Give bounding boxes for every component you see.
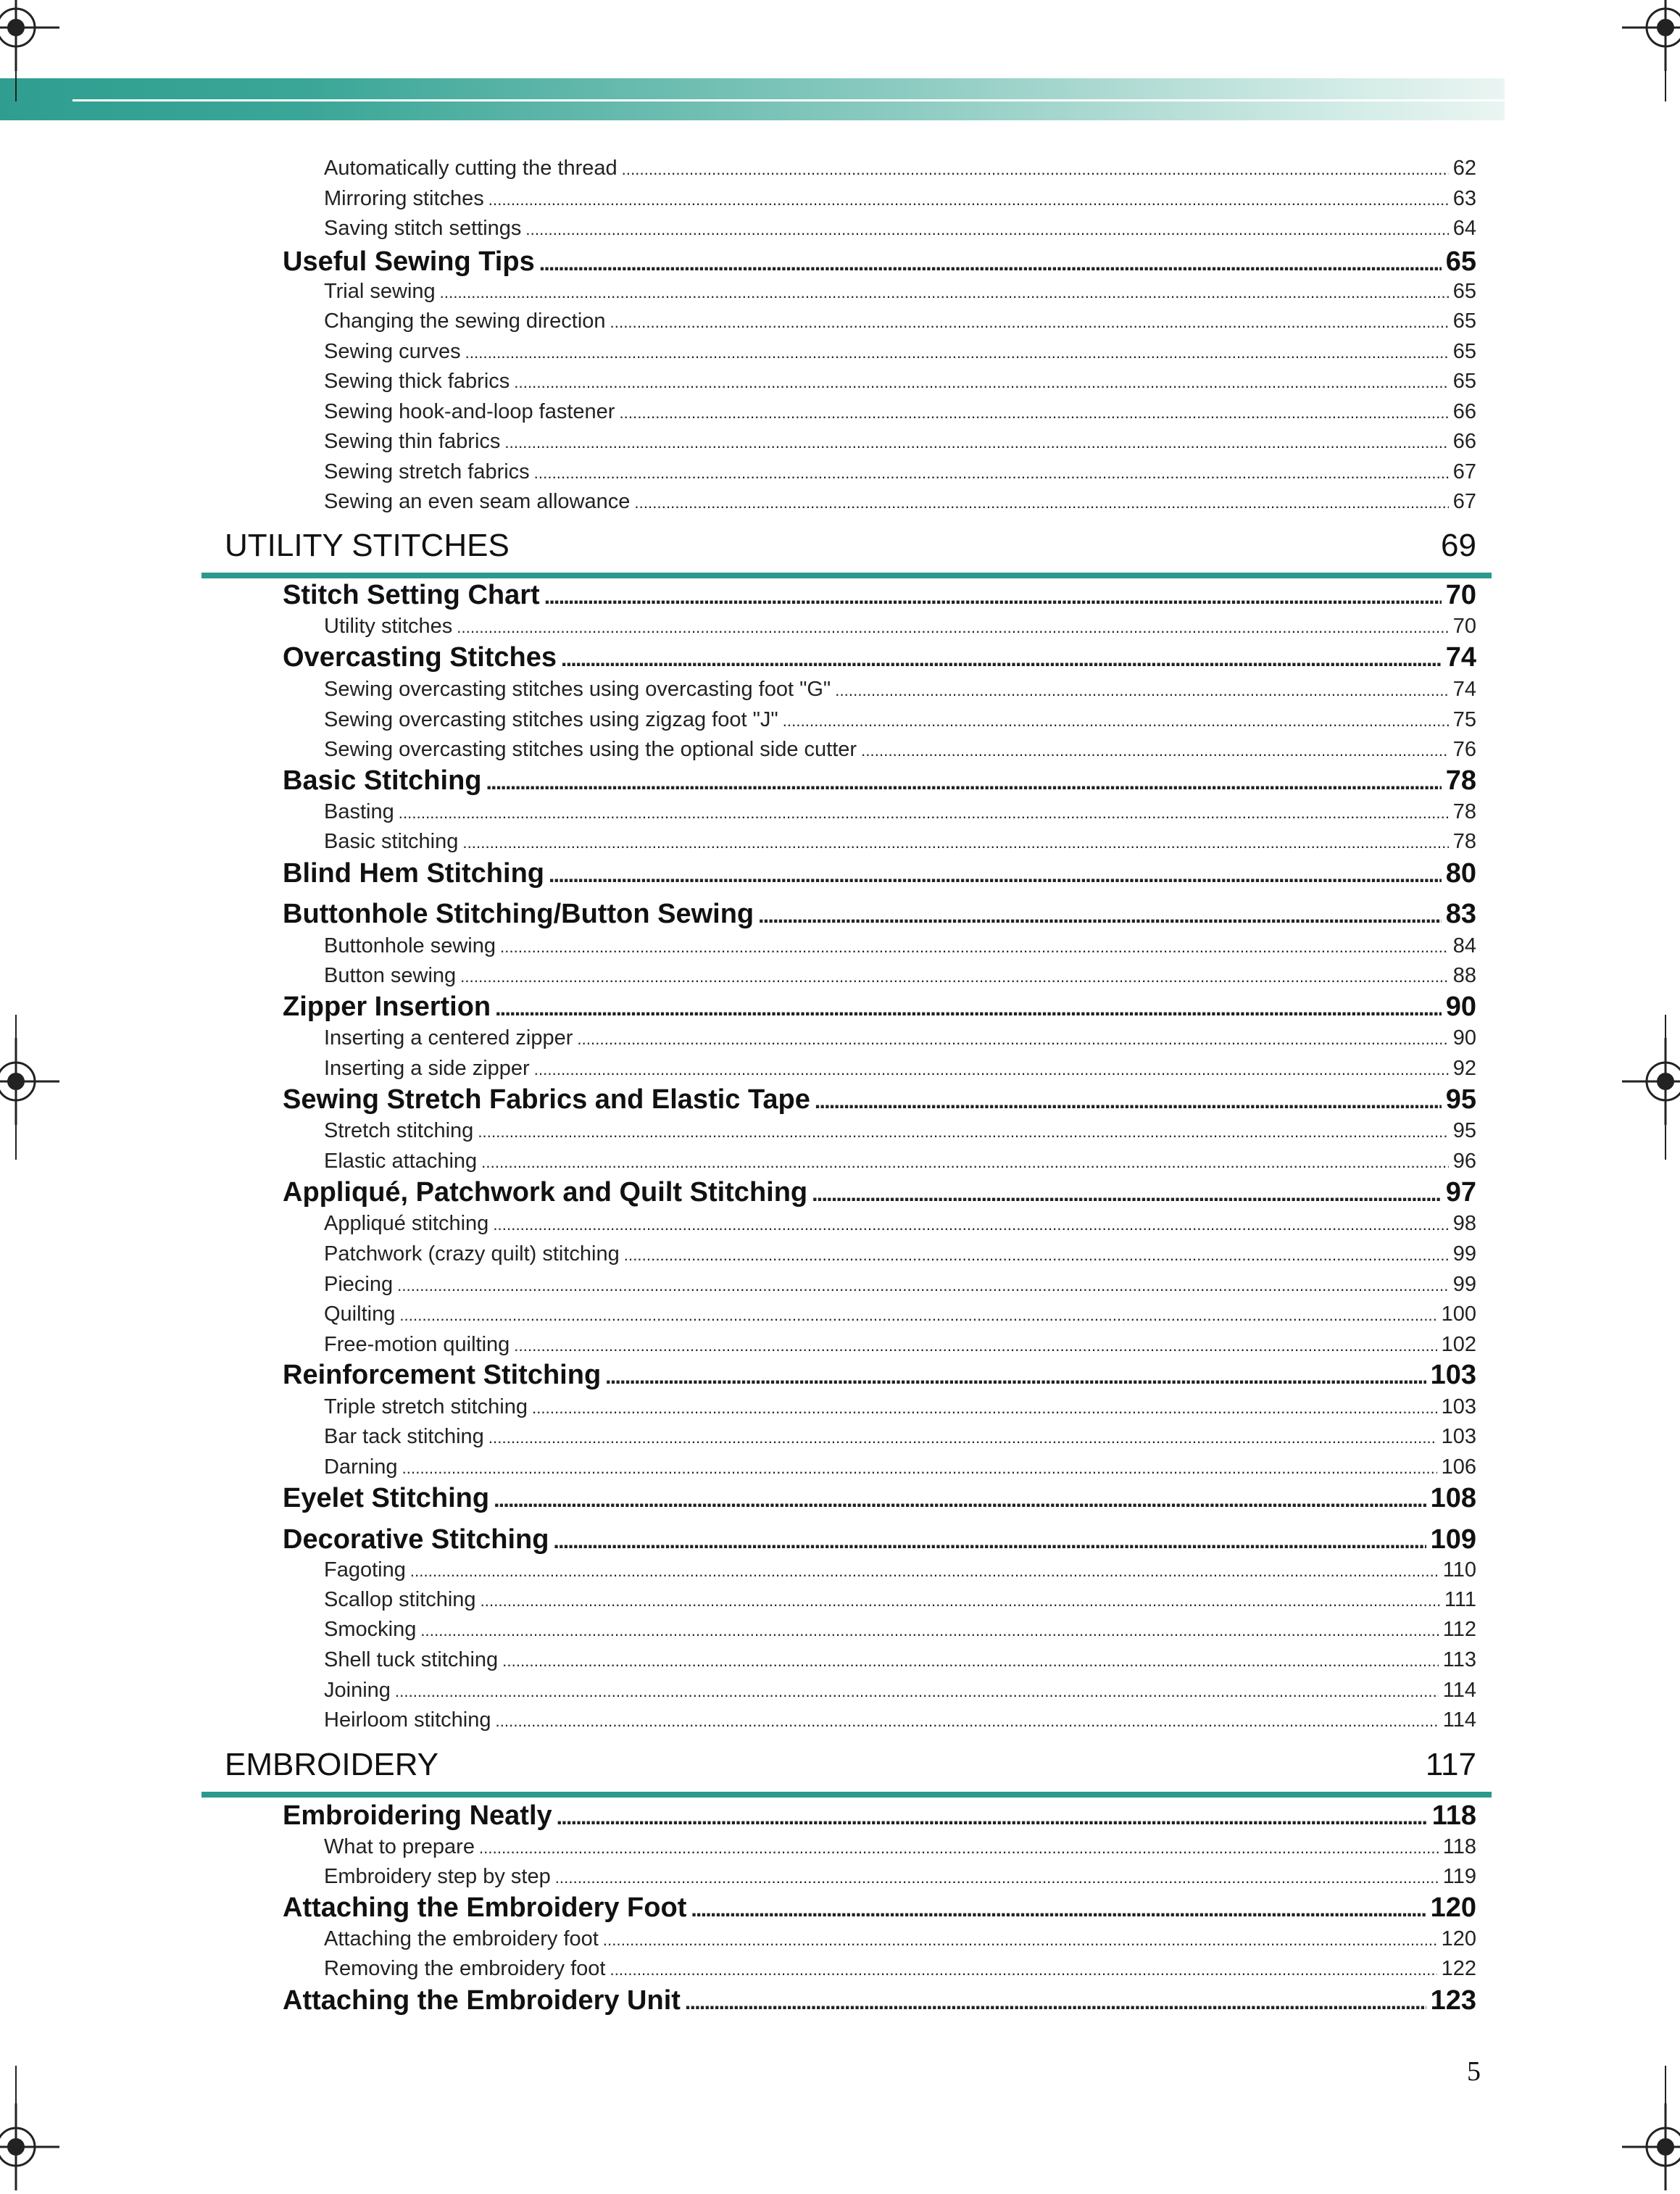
entry-title: Patchwork (crazy quilt) stitching — [324, 1242, 620, 1266]
toc-section-entry[interactable] — [283, 858, 1476, 889]
chapter-page: 69 — [1441, 528, 1476, 563]
toc-subsection-entry[interactable] — [324, 1679, 1476, 1703]
entry-page: 84 — [1452, 934, 1476, 957]
dot-leader — [488, 1429, 1437, 1447]
dot-leader — [544, 585, 1442, 610]
toc-subsection-entry[interactable] — [324, 370, 1476, 394]
toc-subsection-entry[interactable] — [324, 1119, 1476, 1143]
dot-leader — [622, 160, 1449, 179]
entry-title: Utility stitches — [324, 615, 453, 638]
entry-title: Basting — [324, 800, 394, 823]
entry-title: Sewing overcasting stitches using overcasting foot "G" — [324, 678, 831, 701]
entry-page: 65 — [1452, 280, 1476, 303]
toc-subsection-entry[interactable] — [324, 1395, 1476, 1419]
entry-title: What to prepare — [324, 1835, 475, 1858]
entry-title: Automatically cutting the thread — [324, 157, 617, 180]
entry-title: Joining — [324, 1679, 391, 1702]
entry-title: Sewing thick fabrics — [324, 370, 510, 393]
toc-subsection-entry[interactable] — [324, 157, 1476, 180]
entry-title: Blind Hem Stitching — [283, 858, 544, 889]
entry-title: Useful Sewing Tips — [283, 246, 535, 277]
dot-leader — [478, 1123, 1448, 1142]
dot-leader — [691, 1898, 1426, 1922]
dot-leader — [624, 1246, 1449, 1265]
toc-subsection-entry[interactable] — [324, 1212, 1476, 1236]
toc-section-entry[interactable] — [283, 899, 1476, 930]
toc-subsection-entry[interactable] — [324, 1425, 1476, 1449]
entry-title: Appliqué stitching — [324, 1212, 489, 1235]
entry-page: 90 — [1445, 992, 1476, 1022]
toc-subsection-entry[interactable] — [324, 1648, 1476, 1672]
entry-page: 95 — [1452, 1119, 1476, 1142]
entry-page: 74 — [1452, 678, 1476, 701]
entry-title: Mirroring stitches — [324, 187, 484, 210]
dot-leader — [783, 712, 1449, 731]
entry-page: 95 — [1445, 1084, 1476, 1115]
entry-page: 103 — [1441, 1425, 1476, 1448]
dot-leader — [488, 191, 1449, 209]
toc-subsection-entry[interactable] — [324, 187, 1476, 211]
toc-section-entry[interactable] — [283, 1524, 1476, 1555]
entry-title: Sewing thin fabrics — [324, 430, 501, 453]
dot-leader — [619, 404, 1448, 423]
toc-subsection-entry[interactable] — [324, 490, 1476, 514]
entry-page: 111 — [1444, 1588, 1476, 1611]
toc-subsection-entry[interactable] — [324, 309, 1476, 333]
chapter-rule — [201, 573, 1492, 578]
entry-title: Inserting a centered zipper — [324, 1026, 573, 1050]
entry-page: 88 — [1452, 964, 1476, 987]
dot-leader — [462, 834, 1448, 852]
entry-title: Trial sewing — [324, 280, 436, 303]
entry-title: Sewing Stretch Fabrics and Elastic Tape — [283, 1084, 810, 1115]
entry-page: 78 — [1452, 830, 1476, 853]
toc-subsection-entry[interactable] — [324, 1333, 1476, 1357]
dot-leader — [504, 433, 1448, 452]
entry-page: 63 — [1452, 187, 1476, 210]
entry-page: 64 — [1452, 217, 1476, 240]
entry-title: Saving stitch settings — [324, 217, 522, 240]
toc-section-entry[interactable] — [283, 642, 1476, 673]
toc-subsection-entry[interactable] — [324, 830, 1476, 854]
toc-subsection-entry[interactable] — [324, 460, 1476, 484]
entry-title: Attaching the Embroidery Unit — [283, 1985, 681, 2016]
toc-section-entry[interactable] — [283, 1985, 1476, 2016]
toc-section-entry[interactable] — [283, 1800, 1476, 1832]
toc-subsection-entry[interactable] — [324, 1455, 1476, 1479]
entry-page: 65 — [1452, 370, 1476, 393]
toc-section-entry[interactable] — [283, 1360, 1476, 1391]
dot-leader — [460, 968, 1449, 986]
dot-leader — [685, 1990, 1426, 2015]
entry-page: 120 — [1441, 1927, 1476, 1950]
entry-page: 62 — [1452, 157, 1476, 180]
toc-subsection-entry[interactable] — [324, 217, 1476, 241]
dot-leader — [610, 1961, 1436, 1979]
entry-title: Eyelet Stitching — [283, 1483, 490, 1513]
entry-page: 103 — [1441, 1395, 1476, 1418]
toc-subsection-entry[interactable] — [324, 430, 1476, 454]
dot-leader — [397, 1276, 1449, 1295]
toc-subsection-entry[interactable] — [324, 1927, 1476, 1951]
entry-page: 98 — [1452, 1212, 1476, 1235]
chapter-page: 117 — [1425, 1747, 1476, 1782]
entry-title: Reinforcement Stitching — [283, 1360, 602, 1390]
dot-leader — [525, 220, 1448, 239]
dot-leader — [758, 904, 1442, 928]
dot-leader — [605, 1365, 1426, 1389]
toc-subsection-entry[interactable] — [324, 1708, 1476, 1732]
entry-page: 75 — [1452, 708, 1476, 731]
toc-subsection-entry[interactable] — [324, 1588, 1476, 1612]
toc-subsection-entry[interactable] — [324, 615, 1476, 639]
entry-page: 100 — [1441, 1302, 1476, 1326]
dot-leader — [481, 1592, 1440, 1611]
dot-leader — [835, 681, 1449, 700]
toc-subsection-entry[interactable] — [324, 1273, 1476, 1297]
entry-title: Smocking — [324, 1618, 417, 1641]
entry-title: Changing the sewing direction — [324, 309, 606, 333]
toc-subsection-entry[interactable] — [324, 934, 1476, 958]
dot-leader — [502, 1652, 1439, 1671]
entry-page: 108 — [1430, 1483, 1476, 1513]
entry-page: 103 — [1430, 1360, 1476, 1390]
entry-title: Free-motion quilting — [324, 1333, 510, 1356]
entry-title: Piecing — [324, 1273, 394, 1296]
entry-title: Shell tuck stitching — [324, 1648, 499, 1671]
entry-page: 123 — [1430, 1985, 1476, 2016]
entry-title: Embroidery step by step — [324, 1865, 551, 1888]
toc-section-entry[interactable] — [283, 1892, 1476, 1924]
entry-title: Fagoting — [324, 1558, 406, 1582]
chapter-heading[interactable] — [225, 528, 1476, 564]
entry-title: Button sewing — [324, 964, 457, 987]
entry-page: 110 — [1442, 1558, 1476, 1582]
entry-title: Zipper Insertion — [283, 992, 491, 1022]
toc-subsection-entry[interactable] — [324, 738, 1476, 762]
dot-leader — [402, 1459, 1437, 1478]
toc-subsection-entry[interactable] — [324, 1242, 1476, 1266]
entry-title: Overcasting Stitches — [283, 642, 557, 673]
dot-leader — [534, 1060, 1449, 1079]
entry-page: 106 — [1441, 1455, 1476, 1479]
toc-section-entry[interactable] — [283, 580, 1476, 611]
toc-subsection-entry[interactable] — [324, 1150, 1476, 1173]
toc-subsection-entry[interactable] — [324, 800, 1476, 824]
entry-title: Basic Stitching — [283, 765, 482, 796]
toc-section-entry[interactable] — [283, 1483, 1476, 1514]
toc-section-entry[interactable] — [283, 246, 1476, 278]
entry-page: 120 — [1430, 1892, 1476, 1923]
entry-title: Bar tack stitching — [324, 1425, 484, 1448]
entry-title: Attaching the Embroidery Foot — [283, 1892, 687, 1923]
dot-leader — [577, 1030, 1448, 1049]
entry-title: Inserting a side zipper — [324, 1057, 530, 1080]
dot-leader — [399, 1306, 1436, 1325]
entry-title: Elastic attaching — [324, 1150, 478, 1173]
entry-page: 118 — [1442, 1835, 1476, 1858]
entry-page: 70 — [1452, 615, 1476, 638]
toc-subsection-entry[interactable] — [324, 1618, 1476, 1642]
dot-leader — [495, 1712, 1438, 1731]
dot-leader — [534, 464, 1449, 483]
entry-title: Decorative Stitching — [283, 1524, 549, 1555]
entry-page: 80 — [1445, 858, 1476, 889]
entry-title: Sewing overcasting stitches using the optional side cutter — [324, 738, 857, 761]
entry-page: 97 — [1445, 1177, 1476, 1208]
entry-page: 99 — [1452, 1242, 1476, 1266]
dot-leader — [481, 1153, 1449, 1172]
toc-subsection-entry[interactable] — [324, 1957, 1476, 1981]
entry-page: 65 — [1452, 309, 1476, 333]
dot-leader — [420, 1621, 1438, 1640]
dot-leader — [494, 1488, 1426, 1513]
entry-page: 90 — [1452, 1026, 1476, 1050]
dot-leader — [457, 618, 1448, 637]
dot-leader — [610, 313, 1449, 332]
entry-page: 113 — [1442, 1648, 1476, 1671]
entry-page: 65 — [1445, 246, 1476, 277]
toc-section-entry[interactable] — [283, 1177, 1476, 1208]
toc-subsection-entry[interactable] — [324, 340, 1476, 364]
dot-leader — [532, 1399, 1437, 1418]
toc-subsection-entry[interactable] — [324, 708, 1476, 732]
toc-subsection-entry[interactable] — [324, 280, 1476, 304]
entry-page: 109 — [1430, 1524, 1476, 1555]
entry-title: Embroidering Neatly — [283, 1800, 552, 1831]
entry-page: 78 — [1445, 765, 1476, 796]
toc-subsection-entry[interactable] — [324, 964, 1476, 988]
dot-leader — [399, 804, 1449, 823]
toc-section-entry[interactable] — [283, 765, 1476, 797]
dot-leader — [557, 1806, 1428, 1830]
entry-title: Basic stitching — [324, 830, 459, 853]
toc-subsection-entry[interactable] — [324, 400, 1476, 424]
chapter-heading[interactable] — [225, 1747, 1476, 1783]
dot-leader — [495, 997, 1442, 1021]
entry-title: Quilting — [324, 1302, 396, 1326]
toc-section-entry[interactable] — [283, 1084, 1476, 1115]
chapter-title: UTILITY STITCHES — [225, 528, 510, 563]
toc-subsection-entry[interactable] — [324, 1057, 1476, 1081]
entry-page: 66 — [1452, 430, 1476, 453]
dot-leader — [812, 1182, 1442, 1207]
entry-title: Sewing an even seam allowance — [324, 490, 631, 513]
entry-page: 102 — [1441, 1333, 1476, 1356]
dot-leader — [500, 938, 1449, 957]
toc-subsection-entry[interactable] — [324, 1865, 1476, 1889]
entry-page: 67 — [1452, 490, 1476, 513]
entry-title: Removing the embroidery foot — [324, 1957, 606, 1980]
dot-leader — [465, 344, 1449, 362]
dot-leader — [479, 1839, 1439, 1858]
entry-page: 67 — [1452, 460, 1476, 483]
dot-leader — [549, 863, 1442, 888]
entry-page: 119 — [1442, 1865, 1476, 1888]
entry-page: 96 — [1452, 1150, 1476, 1173]
chapter-title: EMBROIDERY — [225, 1747, 439, 1782]
toc-subsection-entry[interactable] — [324, 1302, 1476, 1326]
entry-page: 92 — [1452, 1057, 1476, 1080]
entry-page: 99 — [1452, 1273, 1476, 1296]
chapter-rule — [201, 1792, 1492, 1798]
entry-title: Heirloom stitching — [324, 1708, 491, 1732]
entry-title: Sewing overcasting stitches using zigzag foot "J" — [324, 708, 778, 731]
entry-title: Stretch stitching — [324, 1119, 474, 1142]
entry-page: 118 — [1431, 1800, 1476, 1831]
entry-title: Attaching the embroidery foot — [324, 1927, 599, 1950]
entry-page: 78 — [1452, 800, 1476, 823]
entry-title: Appliqué, Patchwork and Quilt Stitching — [283, 1177, 808, 1208]
toc-subsection-entry[interactable] — [324, 1835, 1476, 1859]
entry-title: Sewing hook-and-loop fastener — [324, 400, 615, 423]
dot-leader — [410, 1562, 1439, 1581]
entry-page: 114 — [1442, 1679, 1476, 1702]
dot-leader — [486, 770, 1442, 795]
dot-leader — [561, 647, 1442, 672]
entry-title: Darning — [324, 1455, 398, 1479]
dot-leader — [815, 1089, 1442, 1114]
dot-leader — [395, 1682, 1439, 1701]
entry-page: 122 — [1441, 1957, 1476, 1980]
entry-title: Sewing curves — [324, 340, 461, 363]
entry-page: 66 — [1452, 400, 1476, 423]
entry-title: Buttonhole sewing — [324, 934, 496, 957]
dot-leader — [514, 1337, 1436, 1355]
entry-page: 65 — [1452, 340, 1476, 363]
toc-subsection-entry[interactable] — [324, 1026, 1476, 1050]
toc-subsection-entry[interactable] — [324, 1558, 1476, 1582]
entry-page: 83 — [1445, 899, 1476, 929]
entry-page: 76 — [1452, 738, 1476, 761]
entry-title: Sewing stretch fabrics — [324, 460, 530, 483]
dot-leader — [440, 283, 1449, 302]
dot-leader — [603, 1931, 1437, 1950]
dot-leader — [861, 741, 1449, 760]
dot-leader — [514, 373, 1448, 392]
dot-leader — [553, 1529, 1426, 1554]
entry-page: 70 — [1445, 580, 1476, 610]
dot-leader — [555, 1869, 1439, 1887]
entry-title: Stitch Setting Chart — [283, 580, 540, 610]
entry-title: Triple stretch stitching — [324, 1395, 528, 1418]
toc-section-entry[interactable] — [283, 992, 1476, 1023]
entry-page: 114 — [1442, 1708, 1476, 1732]
dot-leader — [634, 494, 1448, 512]
entry-title: Scallop stitching — [324, 1588, 476, 1611]
entry-title: Buttonhole Stitching/Button Sewing — [283, 899, 754, 929]
toc-subsection-entry[interactable] — [324, 678, 1476, 702]
dot-leader — [493, 1216, 1448, 1234]
entry-page: 74 — [1445, 642, 1476, 673]
page-number: 5 — [1467, 2056, 1481, 2087]
dot-leader — [539, 252, 1442, 276]
entry-page: 112 — [1442, 1618, 1476, 1641]
